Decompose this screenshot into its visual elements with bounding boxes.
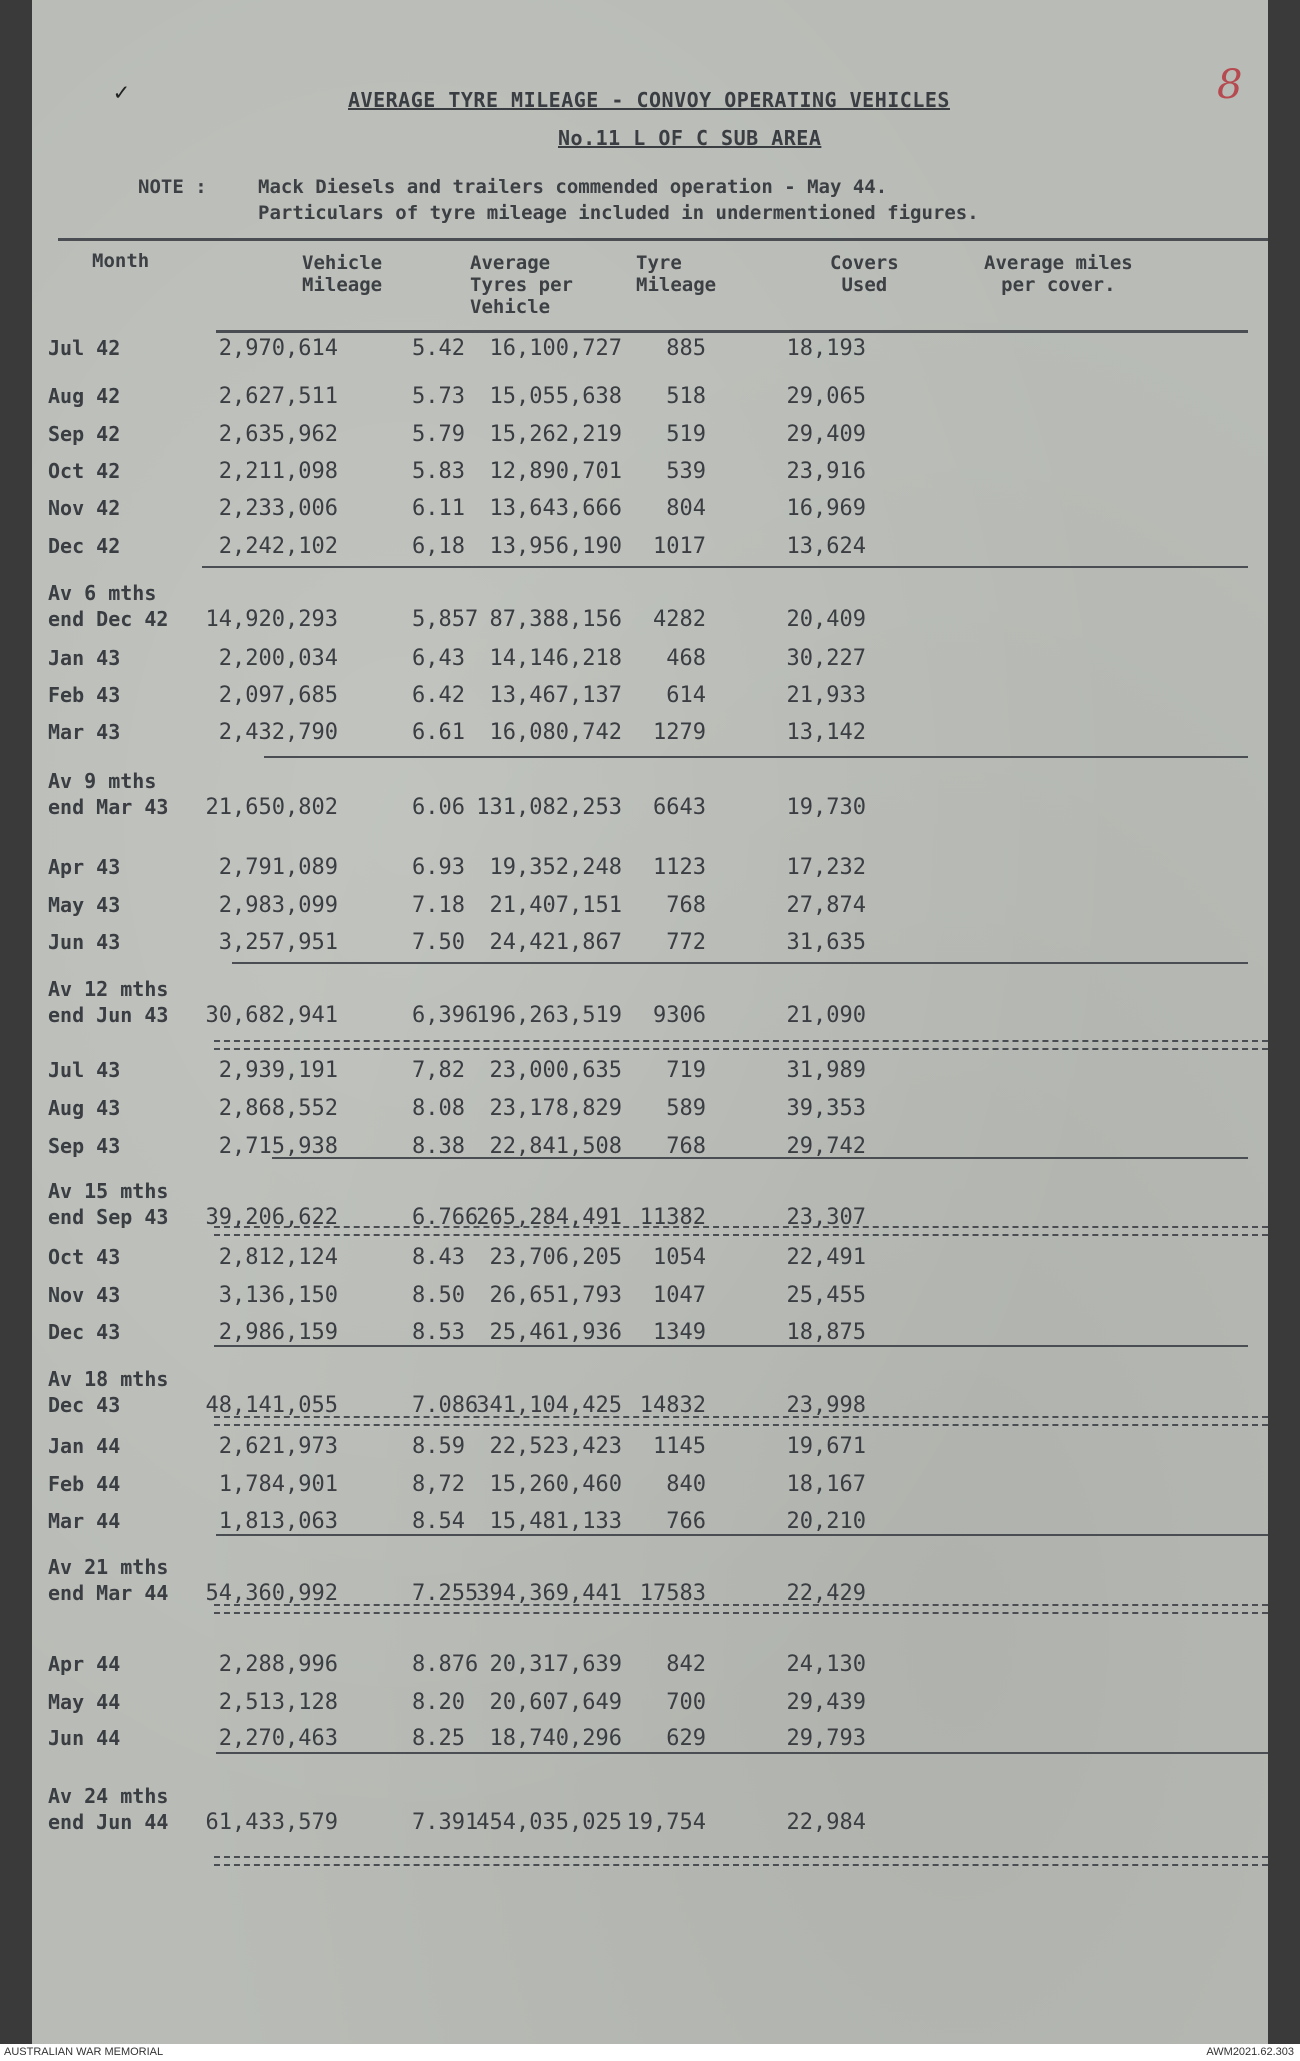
cell-vehicle-mileage: 2,513,128 [218,1690,338,1715]
cell-month: Sep 42 [48,422,121,446]
cell-month: Av 12 mths [48,977,169,1001]
cell-tyre-mileage: 26,651,793 [489,1283,622,1308]
cell-month-line-2: end Jun 44 [48,1810,169,1834]
cell-month: Feb 44 [48,1472,121,1496]
cell-covers-used: 1349 [653,1320,706,1345]
table-row [32,1555,1268,1617]
document-subtitle: No.11 L OF C SUB AREA [558,126,822,150]
cell-avg-miles-per-cover: 21,933 [786,683,866,708]
cell-covers-used: 19,754 [626,1810,706,1835]
cell-avg-miles-per-cover: 19,730 [786,795,866,820]
cell-vehicle-mileage: 2,621,973 [218,1434,338,1459]
cell-avg-miles-per-cover: 25,455 [786,1283,866,1308]
cell-covers-used: 804 [666,496,706,521]
cell-tyre-mileage: 25,461,936 [489,1320,622,1345]
table-row [32,384,1268,420]
cell-month: Apr 43 [48,855,121,879]
cell-tyre-mileage: 22,523,423 [489,1434,622,1459]
cell-avg-tyres: 7.18 [412,893,465,918]
cell-month: Av 21 mths [48,1555,169,1579]
cell-month: Av 9 mths [48,769,157,793]
cell-tyre-mileage: 394,369,441 [476,1581,622,1606]
table-row [32,855,1268,891]
cell-vehicle-mileage: 2,242,102 [218,534,338,559]
cell-covers-used: 589 [666,1096,706,1121]
cell-covers-used: 772 [666,930,706,955]
cell-tyre-mileage: 265,284,491 [476,1205,622,1230]
cell-avg-miles-per-cover: 39,353 [786,1096,866,1121]
header-month: Month [92,250,150,272]
cell-tyre-mileage: 14,146,218 [489,646,622,671]
cell-vehicle-mileage: 2,097,685 [218,683,338,708]
cell-vehicle-mileage: 39,206,622 [205,1205,338,1230]
cell-avg-miles-per-cover: 29,439 [786,1690,866,1715]
note-label: NOTE : [138,176,207,198]
cell-vehicle-mileage: 2,432,790 [218,720,338,745]
table-row [32,422,1268,458]
cell-tyre-mileage: 12,890,701 [489,459,622,484]
footer-left: AUSTRALIAN WAR MEMORIAL [4,2046,164,2058]
table-row [32,1096,1268,1132]
cell-tyre-mileage: 13,643,666 [489,496,622,521]
cell-tyre-mileage: 87,388,156 [489,607,622,632]
cell-tyre-mileage: 19,352,248 [489,855,622,880]
cell-covers-used: 1123 [653,855,706,880]
cell-vehicle-mileage: 3,257,951 [218,930,338,955]
cell-month: Jul 43 [48,1058,121,1082]
cell-avg-tyres: 6,396 [412,1003,479,1028]
cell-avg-miles-per-cover: 18,167 [786,1472,866,1497]
cell-vehicle-mileage: 30,682,941 [205,1003,338,1028]
cell-covers-used: 719 [666,1058,706,1083]
cell-month: Jun 44 [48,1726,121,1750]
cell-tyre-mileage: 15,055,638 [489,384,622,409]
cell-avg-tyres: 8.08 [412,1096,465,1121]
cell-month: May 43 [48,893,121,917]
cell-avg-tyres: 6.61 [412,720,465,745]
cell-month: Nov 42 [48,496,121,520]
cell-avg-miles-per-cover: 19,671 [786,1434,866,1459]
note-line-2: Particulars of tyre mileage included in undermentioned figures. [258,202,979,224]
table-row [32,977,1268,1039]
cell-month: Jun 43 [48,930,121,954]
cell-tyre-mileage: 20,317,639 [489,1652,622,1677]
header-covers-used: Covers Used [830,252,899,296]
table-body [32,0,1268,2044]
header-avg-tyres: Average Tyres per Vehicle [470,252,573,318]
cell-avg-tyres: 6,18 [412,534,465,559]
cell-vehicle-mileage: 2,211,098 [218,459,338,484]
cell-avg-tyres: 5.73 [412,384,465,409]
cell-vehicle-mileage: 54,360,992 [205,1581,338,1606]
cell-vehicle-mileage: 2,627,511 [218,384,338,409]
cell-avg-miles-per-cover: 29,065 [786,384,866,409]
cell-avg-tyres: 8.20 [412,1690,465,1715]
cell-month: Av 15 mths [48,1179,169,1203]
cell-avg-tyres: 6.766 [412,1205,479,1230]
cell-tyre-mileage: 15,481,133 [489,1509,622,1534]
cell-covers-used: 4282 [653,607,706,632]
table-row [32,893,1268,929]
cell-month: May 44 [48,1690,121,1714]
cell-covers-used: 768 [666,893,706,918]
cell-tyre-mileage: 22,841,508 [489,1134,622,1159]
cell-avg-miles-per-cover: 18,875 [786,1320,866,1345]
cell-avg-miles-per-cover: 24,130 [786,1652,866,1677]
cell-avg-miles-per-cover: 31,635 [786,930,866,955]
cell-month: Jul 42 [48,336,121,360]
cell-avg-miles-per-cover: 27,874 [786,893,866,918]
table-row [32,1434,1268,1470]
cell-month: Av 24 mths [48,1784,169,1808]
cell-vehicle-mileage: 61,433,579 [205,1810,338,1835]
cell-vehicle-mileage: 2,983,099 [218,893,338,918]
cell-avg-tyres: 5.79 [412,422,465,447]
table-row [32,1690,1268,1726]
cell-tyre-mileage: 23,178,829 [489,1096,622,1121]
cell-month: Sep 43 [48,1134,121,1158]
cell-avg-miles-per-cover: 23,998 [786,1393,866,1418]
cell-month: Oct 42 [48,459,121,483]
cell-avg-tyres: 8.876 [412,1652,479,1677]
cell-tyre-mileage: 13,467,137 [489,683,622,708]
cell-month: Aug 42 [48,384,121,408]
cell-covers-used: 519 [666,422,706,447]
cell-avg-tyres: 7.255 [412,1581,479,1606]
cell-month: Dec 43 [48,1320,121,1344]
cell-avg-tyres: 6,43 [412,646,465,671]
cell-avg-miles-per-cover: 18,193 [786,336,866,361]
cell-month: Av 18 mths [48,1367,169,1391]
cell-vehicle-mileage: 1,813,063 [218,1509,338,1534]
table-row [32,1245,1268,1281]
table-row [32,769,1268,831]
cell-avg-tyres: 8.38 [412,1134,465,1159]
cell-avg-miles-per-cover: 13,142 [786,720,866,745]
cell-vehicle-mileage: 14,920,293 [205,607,338,632]
cell-tyre-mileage: 15,260,460 [489,1472,622,1497]
cell-avg-tyres: 7.086 [412,1393,479,1418]
cell-avg-miles-per-cover: 30,227 [786,646,866,671]
cell-tyre-mileage: 454,035,025 [476,1810,622,1835]
cell-tyre-mileage: 341,104,425 [476,1393,622,1418]
cell-avg-miles-per-cover: 23,916 [786,459,866,484]
cell-avg-tyres: 5.42 [412,336,465,361]
cell-month: Dec 42 [48,534,121,558]
cell-avg-tyres: 7.391 [412,1810,479,1835]
header-tyre-mileage: Tyre Mileage [636,252,717,296]
table-row [32,1784,1268,1846]
table-row [32,336,1268,372]
header-avg-miles: Average miles per cover. [984,252,1133,296]
cell-vehicle-mileage: 2,270,463 [218,1726,338,1751]
cell-covers-used: 885 [666,336,706,361]
cell-avg-miles-per-cover: 21,090 [786,1003,866,1028]
cell-avg-tyres: 6.93 [412,855,465,880]
cell-month: Av 6 mths [48,581,157,605]
cell-covers-used: 468 [666,646,706,671]
cell-vehicle-mileage: 2,715,938 [218,1134,338,1159]
cell-vehicle-mileage: 2,868,552 [218,1096,338,1121]
cell-month: Apr 44 [48,1652,121,1676]
cell-tyre-mileage: 24,421,867 [489,930,622,955]
page-number: 8 [1217,62,1243,108]
cell-avg-tyres: 8.59 [412,1434,465,1459]
cell-avg-miles-per-cover: 13,624 [786,534,866,559]
cell-covers-used: 539 [666,459,706,484]
cell-covers-used: 629 [666,1726,706,1751]
cell-covers-used: 700 [666,1690,706,1715]
table-row [32,1283,1268,1319]
table-row [32,1134,1268,1170]
cell-avg-miles-per-cover: 22,984 [786,1810,866,1835]
cell-tyre-mileage: 16,080,742 [489,720,622,745]
document-title: AVERAGE TYRE MILEAGE - CONVOY OPERATING VEHICLES [348,88,950,112]
cell-covers-used: 14832 [639,1393,706,1418]
cell-avg-miles-per-cover: 29,409 [786,422,866,447]
note-line-1: Mack Diesels and trailers commended operation - May 44. [258,176,888,198]
header-vehicle-mileage: Vehicle Mileage [302,252,383,296]
cell-avg-miles-per-cover: 29,793 [786,1726,866,1751]
cell-vehicle-mileage: 2,288,996 [218,1652,338,1677]
table-row [32,496,1268,532]
cell-month-line-2: Dec 43 [48,1393,121,1417]
cell-month: Jan 44 [48,1434,121,1458]
cell-avg-tyres: 8.54 [412,1509,465,1534]
table-row [32,720,1268,756]
cell-vehicle-mileage: 2,233,006 [218,496,338,521]
cell-month-line-2: end Sep 43 [48,1205,169,1229]
cell-avg-tyres: 8.43 [412,1245,465,1270]
cell-covers-used: 1279 [653,720,706,745]
cell-tyre-mileage: 16,100,727 [489,336,622,361]
cell-month-line-2: end Dec 42 [48,607,169,631]
cell-covers-used: 1047 [653,1283,706,1308]
cell-avg-tyres: 8,72 [412,1472,465,1497]
cell-avg-tyres: 7,82 [412,1058,465,1083]
cell-vehicle-mileage: 1,784,901 [218,1472,338,1497]
cell-covers-used: 766 [666,1509,706,1534]
cell-month: Mar 43 [48,720,121,744]
table-row [32,1472,1268,1508]
cell-vehicle-mileage: 2,970,614 [218,336,338,361]
cell-vehicle-mileage: 48,141,055 [205,1393,338,1418]
table-row [32,1652,1268,1688]
cell-tyre-mileage: 131,082,253 [476,795,622,820]
table-row [32,683,1268,719]
cell-vehicle-mileage: 2,791,089 [218,855,338,880]
cell-avg-tyres: 7.50 [412,930,465,955]
table-row [32,646,1268,682]
table-row [32,1179,1268,1241]
table-row [32,581,1268,643]
cell-avg-tyres: 5.83 [412,459,465,484]
cell-covers-used: 9306 [653,1003,706,1028]
cell-tyre-mileage: 196,263,519 [476,1003,622,1028]
table-row [32,1367,1268,1429]
cell-vehicle-mileage: 21,650,802 [205,795,338,820]
cell-covers-used: 1054 [653,1245,706,1270]
cell-tyre-mileage: 15,262,219 [489,422,622,447]
cell-covers-used: 842 [666,1652,706,1677]
cell-month: Mar 44 [48,1509,121,1533]
cell-covers-used: 518 [666,384,706,409]
table-row [32,534,1268,570]
cell-month-line-2: end Mar 43 [48,795,169,819]
cell-avg-miles-per-cover: 23,307 [786,1205,866,1230]
cell-avg-tyres: 8.25 [412,1726,465,1751]
cell-covers-used: 6643 [653,795,706,820]
cell-month-line-2: end Mar 44 [48,1581,169,1605]
cell-vehicle-mileage: 3,136,150 [218,1283,338,1308]
cell-avg-miles-per-cover: 31,989 [786,1058,866,1083]
cell-month: Feb 43 [48,683,121,707]
cell-avg-miles-per-cover: 29,742 [786,1134,866,1159]
table-row [32,1726,1268,1762]
cell-covers-used: 1017 [653,534,706,559]
cell-tyre-mileage: 23,706,205 [489,1245,622,1270]
cell-avg-miles-per-cover: 22,429 [786,1581,866,1606]
cell-avg-miles-per-cover: 20,409 [786,607,866,632]
tick-mark: ✓ [114,78,129,106]
cell-covers-used: 768 [666,1134,706,1159]
cell-tyre-mileage: 18,740,296 [489,1726,622,1751]
cell-avg-tyres: 6.42 [412,683,465,708]
table-row [32,459,1268,495]
cell-avg-tyres: 8.53 [412,1320,465,1345]
cell-vehicle-mileage: 2,200,034 [218,646,338,671]
cell-vehicle-mileage: 2,635,962 [218,422,338,447]
cell-avg-miles-per-cover: 20,210 [786,1509,866,1534]
cell-tyre-mileage: 23,000,635 [489,1058,622,1083]
cell-avg-miles-per-cover: 17,232 [786,855,866,880]
cell-tyre-mileage: 13,956,190 [489,534,622,559]
archive-footer [0,2044,1300,2061]
cell-avg-miles-per-cover: 22,491 [786,1245,866,1270]
cell-tyre-mileage: 21,407,151 [489,893,622,918]
cell-month: Nov 43 [48,1283,121,1307]
cell-vehicle-mileage: 2,812,124 [218,1245,338,1270]
cell-avg-tyres: 5,857 [412,607,479,632]
cell-month: Jan 43 [48,646,121,670]
cell-covers-used: 17583 [639,1581,706,1606]
cell-covers-used: 11382 [639,1205,706,1230]
cell-avg-tyres: 8.50 [412,1283,465,1308]
table-row [32,1058,1268,1094]
cell-avg-miles-per-cover: 16,969 [786,496,866,521]
table-row [32,930,1268,966]
cell-avg-tyres: 6.11 [412,496,465,521]
table-row [32,1320,1268,1356]
cell-vehicle-mileage: 2,939,191 [218,1058,338,1083]
document-page [32,0,1268,2044]
cell-covers-used: 614 [666,683,706,708]
cell-covers-used: 840 [666,1472,706,1497]
cell-avg-tyres: 6.06 [412,795,465,820]
footer-right: AWM2021.62.303 [1206,2046,1294,2058]
cell-vehicle-mileage: 2,986,159 [218,1320,338,1345]
cell-month: Oct 43 [48,1245,121,1269]
cell-covers-used: 1145 [653,1434,706,1459]
table-row [32,1509,1268,1545]
cell-month: Aug 43 [48,1096,121,1120]
cell-tyre-mileage: 20,607,649 [489,1690,622,1715]
cell-month-line-2: end Jun 43 [48,1003,169,1027]
